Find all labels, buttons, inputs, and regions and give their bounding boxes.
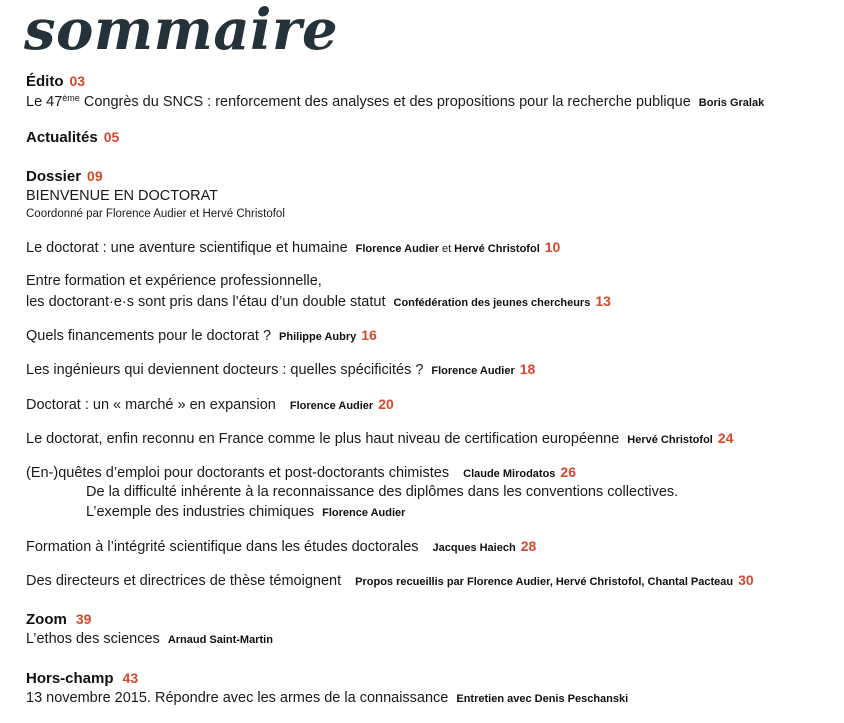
author: Claude Mirodatos bbox=[463, 468, 556, 480]
section-actualites bbox=[26, 128, 119, 147]
page-number: 39 bbox=[75, 611, 92, 627]
section-label: Dossier bbox=[26, 168, 82, 185]
page-number: 26 bbox=[560, 464, 576, 480]
page-number: 16 bbox=[361, 327, 377, 343]
article-4: Les ingénieurs qui deviennent docteurs : quelles spécificités ? Florence Audier 18 bbox=[26, 361, 536, 378]
page-number: 03 bbox=[69, 73, 86, 89]
author: Florence Audier bbox=[431, 365, 515, 377]
page-number: 10 bbox=[544, 239, 561, 255]
page-title: sommaire bbox=[24, 0, 339, 63]
dossier-coord: Coordonné par Florence Audier et Hervé Christofol bbox=[26, 208, 285, 220]
article-8: Formation à l’intégrité scientifique dans les études doctorales Jacques Haiech 28 bbox=[26, 538, 537, 555]
section-dossier bbox=[26, 167, 103, 186]
author: Boris Gralak bbox=[698, 97, 765, 109]
author: Entretien avec Denis Peschanski bbox=[456, 693, 629, 705]
edito-line: Le 47ème Congrès du SNCS : renforcement des analyses et des propositions pour la recherche publique Boris Gralak bbox=[26, 93, 765, 110]
section-label: Hors-champ bbox=[26, 670, 114, 687]
page-number: 09 bbox=[87, 168, 103, 184]
author: Hervé Christofol bbox=[454, 243, 540, 255]
article-6: Le doctorat, enfin reconnu en France comme le plus haut niveau de certification européenne Hervé Christofol 24 bbox=[26, 430, 734, 447]
page-number: 20 bbox=[378, 396, 394, 412]
article-2-line2: les doctorant·e·s sont pris dans l’étau d’un double statut Confédération des jeunes chercheurs 13 bbox=[26, 293, 611, 310]
author: Philippe Aubry bbox=[279, 331, 357, 343]
author: Confédération des jeunes chercheurs bbox=[393, 297, 591, 309]
section-horschamp bbox=[26, 669, 138, 688]
dossier-heading: BIENVENUE EN DOCTORAT bbox=[26, 188, 219, 204]
author: Hervé Christofol bbox=[627, 434, 713, 446]
article-7: (En-)quêtes d’emploi pour doctorants et post-doctorants chimistes Claude Mirodatos 26 bbox=[26, 464, 576, 481]
section-zoom bbox=[26, 610, 91, 629]
page-number: 30 bbox=[738, 572, 754, 588]
page-number: 43 bbox=[122, 670, 139, 686]
article-2-line1: Entre formation et expérience professionnelle, bbox=[26, 273, 322, 289]
article-7-sub-line1: De la difficulté inhérente à la reconnaissance des diplômes dans les conventions collectives. bbox=[86, 484, 679, 500]
section-label: Actualités bbox=[26, 129, 98, 146]
section-label: Zoom bbox=[26, 611, 67, 628]
article-5: Doctorat : un « marché » en expansion Florence Audier 20 bbox=[26, 396, 394, 413]
page-number: 13 bbox=[595, 293, 611, 309]
article-9: Des directeurs et directrices de thèse témoignent Propos recueillis par Florence Audier, Hervé Christofol, Chantal Pacteau 30 bbox=[26, 572, 754, 589]
section-label: Édito bbox=[26, 73, 64, 90]
article-3: Quels financements pour le doctorat ? Philippe Aubry 16 bbox=[26, 327, 377, 344]
author: Jacques Haiech bbox=[432, 542, 516, 554]
author: Arnaud Saint-Martin bbox=[167, 634, 273, 646]
author: Florence Audier bbox=[355, 243, 439, 255]
zoom-line: L’ethos des sciences Arnaud Saint-Martin bbox=[26, 631, 273, 647]
article-7-sub-line2: L’exemple des industries chimiques Florence Audier bbox=[86, 504, 406, 520]
page-number: 05 bbox=[103, 129, 120, 145]
page-number: 28 bbox=[520, 538, 537, 554]
author: Florence Audier bbox=[322, 507, 406, 519]
author: Propos recueillis par Florence Audier, Hervé Christofol, Chantal Pacteau bbox=[355, 576, 734, 588]
page-number: 18 bbox=[519, 361, 536, 377]
article-1: Le doctorat : une aventure scientifique et humaine Florence Audier et Hervé Christofol 10 bbox=[26, 239, 561, 256]
page-number: 24 bbox=[717, 430, 734, 446]
section-edito bbox=[26, 72, 85, 91]
horschamp-line: 13 novembre 2015. Répondre avec les armes de la connaissance Entretien avec Denis Peschanski bbox=[26, 690, 629, 706]
author: Florence Audier bbox=[289, 400, 374, 412]
